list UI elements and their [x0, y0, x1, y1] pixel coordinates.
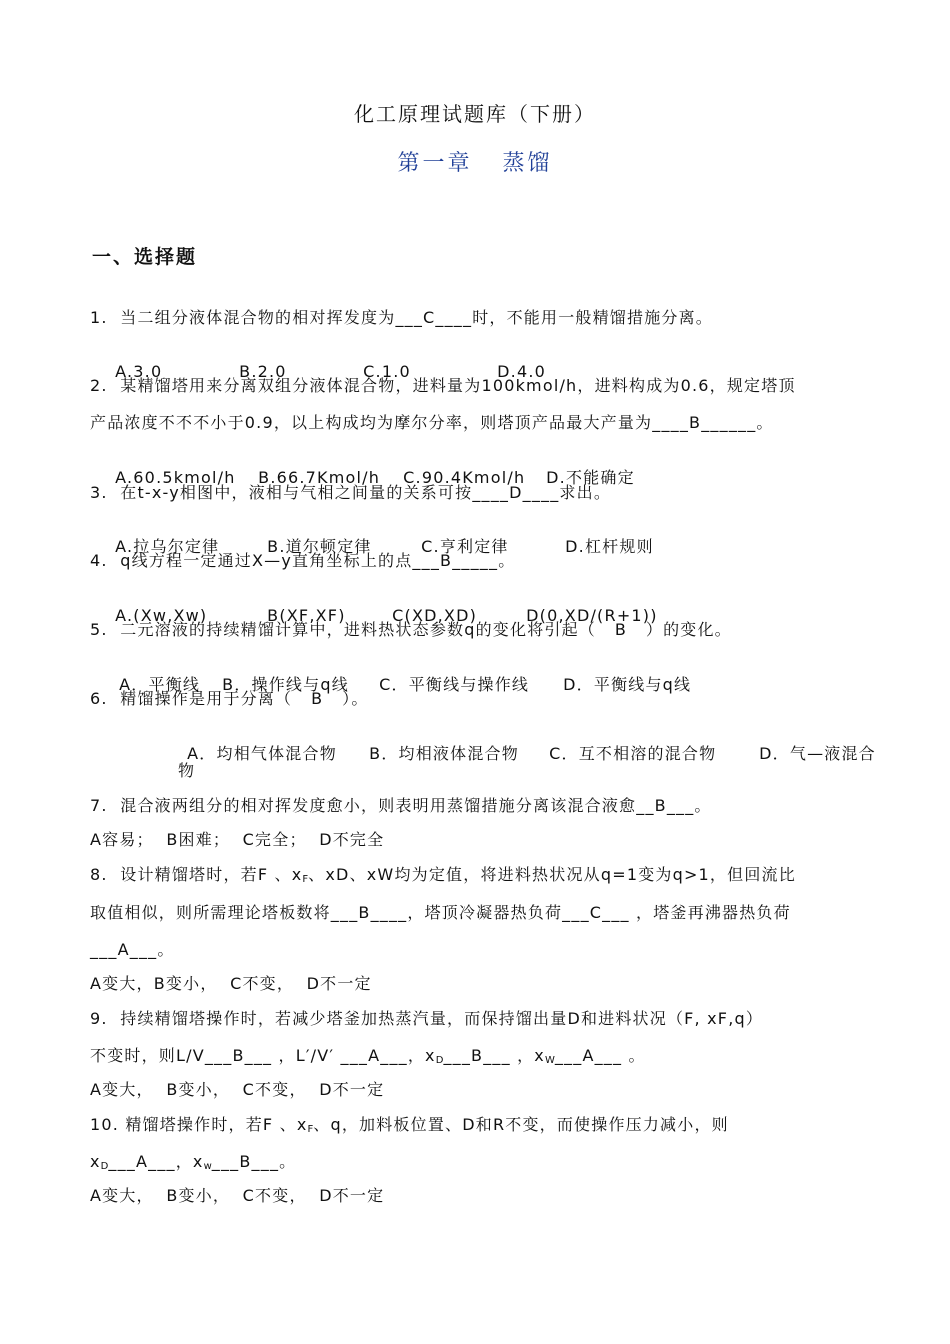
subscript: W: [544, 1055, 555, 1066]
question-4: 4. q线方程一定通过X—y直角坐标上的点___B_____。: [90, 551, 516, 570]
text-segment: ___B___。: [211, 1152, 297, 1171]
question-9-options: A变大， B变小， C不变， D不一定: [90, 1080, 385, 1099]
question-2-line-1: 2. 某精馏塔用来分离双组分液体混合物，进料量为100kmol/h，进料构成为0.6，规定塔顶: [90, 376, 796, 395]
subscript: F: [307, 1124, 314, 1135]
option-c: C．平衡线与操作线: [379, 675, 530, 694]
text-segment: 、xD、xW均为定值，将进料热状况从q=1变为q>1，但回流比: [308, 865, 796, 884]
option-b: B.66.7Kmol/h: [258, 468, 381, 487]
option-a: A.60.5kmol/h: [115, 468, 236, 487]
question-10-line-1: [90, 1115, 729, 1140]
document-title: 化工原理试题库（下册）: [354, 102, 596, 126]
subscript: D: [435, 1055, 444, 1066]
option-d: D.杠杆规则: [565, 537, 654, 556]
question-7-options: A容易； B困难； C完全； D不完全: [90, 830, 385, 849]
option-c: C．互不相溶的混合物: [549, 744, 717, 763]
text-segment: 、q，加料板位置、D和R不变，而使操作压力减小，则: [313, 1115, 729, 1134]
chapter-title: 第一章 蒸馏: [397, 151, 553, 176]
question-7: 7. 混合液两组分的相对挥发度愈小，则表明用蒸馏措施分离该混合液愈__B___。: [90, 796, 712, 815]
option-c: C(XD,XD): [392, 606, 478, 625]
option-a: A.(Xw,Xw): [115, 606, 208, 625]
option-b: B.道尔顿定律: [267, 537, 372, 556]
option-a: A.拉乌尔定律: [115, 537, 220, 556]
option-d: D.不能确定: [546, 468, 635, 487]
question-3: 3. 在t-x-y相图中，液相与气相之间量的关系可按____D____求出。: [90, 483, 612, 502]
question-6-option-wrap: 物: [178, 761, 196, 780]
text-segment: 不变时，则L/V___B___ ，L′/V′ ___A___，x: [90, 1046, 436, 1065]
option-d: D(0,XD/(R+1)): [526, 606, 658, 625]
section-title: 一、选择题: [92, 246, 198, 268]
option-a: A．平衡线: [119, 675, 201, 694]
option-d: D．平衡线与q线: [563, 675, 692, 694]
question-10-options: A变大， B变小， C不变， D不一定: [90, 1186, 385, 1205]
option-b: B.2.0: [239, 362, 287, 381]
text-segment: ___B___ ，x: [443, 1046, 545, 1065]
option-b: B．操作线与q线: [222, 675, 349, 694]
option-b: B．均相液体混合物: [369, 744, 519, 763]
text-segment: 10. 精馏塔操作时，若F 、x: [90, 1115, 308, 1134]
text-segment: x: [90, 1152, 101, 1171]
question-8-line-2: 取值相似，则所需理论塔板数将___B____，塔顶冷凝器热负荷___C___ ，塔釜再沸器热负荷: [90, 903, 791, 922]
question-9-line-2: [90, 1046, 646, 1071]
question-10-line-2: [90, 1152, 296, 1177]
subscript: w: [203, 1161, 212, 1172]
option-a: A．均相气体混合物: [187, 744, 337, 763]
question-1: 1. 当二组分液体混合物的相对挥发度为___C____时，不能用一般精馏措施分离。: [90, 308, 714, 327]
question-2-line-2: 产品浓度不不不小于0.9，以上构成均为摩尔分率，则塔顶产品最大产量为____B______。: [90, 413, 774, 432]
question-6-options: [162, 724, 876, 784]
question-8-options: A变大，B变小， C不变， D不一定: [90, 974, 372, 993]
option-c: C.1.0: [363, 362, 411, 381]
option-d: D．气—液混合: [759, 744, 876, 763]
text-segment: 8. 设计精馏塔时，若F 、x: [90, 865, 303, 884]
question-5: 5. 二元溶液的持续精馏计算中，进料热状态参数q的变化将引起（ B ）的变化。: [90, 620, 732, 639]
option-c: C.90.4Kmol/h: [403, 468, 526, 487]
option-b: B(XF,XF): [267, 606, 346, 625]
question-9-line-1: 9. 持续精馏塔操作时，若减少塔釜加热蒸汽量，而保持馏出量D和进料状况（F, xF,q）: [90, 1009, 764, 1028]
question-8-line-1: [90, 865, 796, 890]
option-a: A.3.0: [115, 362, 163, 381]
text-segment: ___A___ 。: [554, 1046, 646, 1065]
subscript: D: [100, 1161, 109, 1172]
option-d: D.4.0: [497, 362, 547, 381]
text-segment: ___A___，x: [108, 1152, 204, 1171]
question-8-line-3: ___A___。: [90, 940, 175, 959]
option-c: C.亨利定律: [421, 537, 509, 556]
question-6: 6. 精馏操作是用于分离（ B ）。: [90, 689, 369, 708]
subscript: F: [302, 874, 309, 885]
